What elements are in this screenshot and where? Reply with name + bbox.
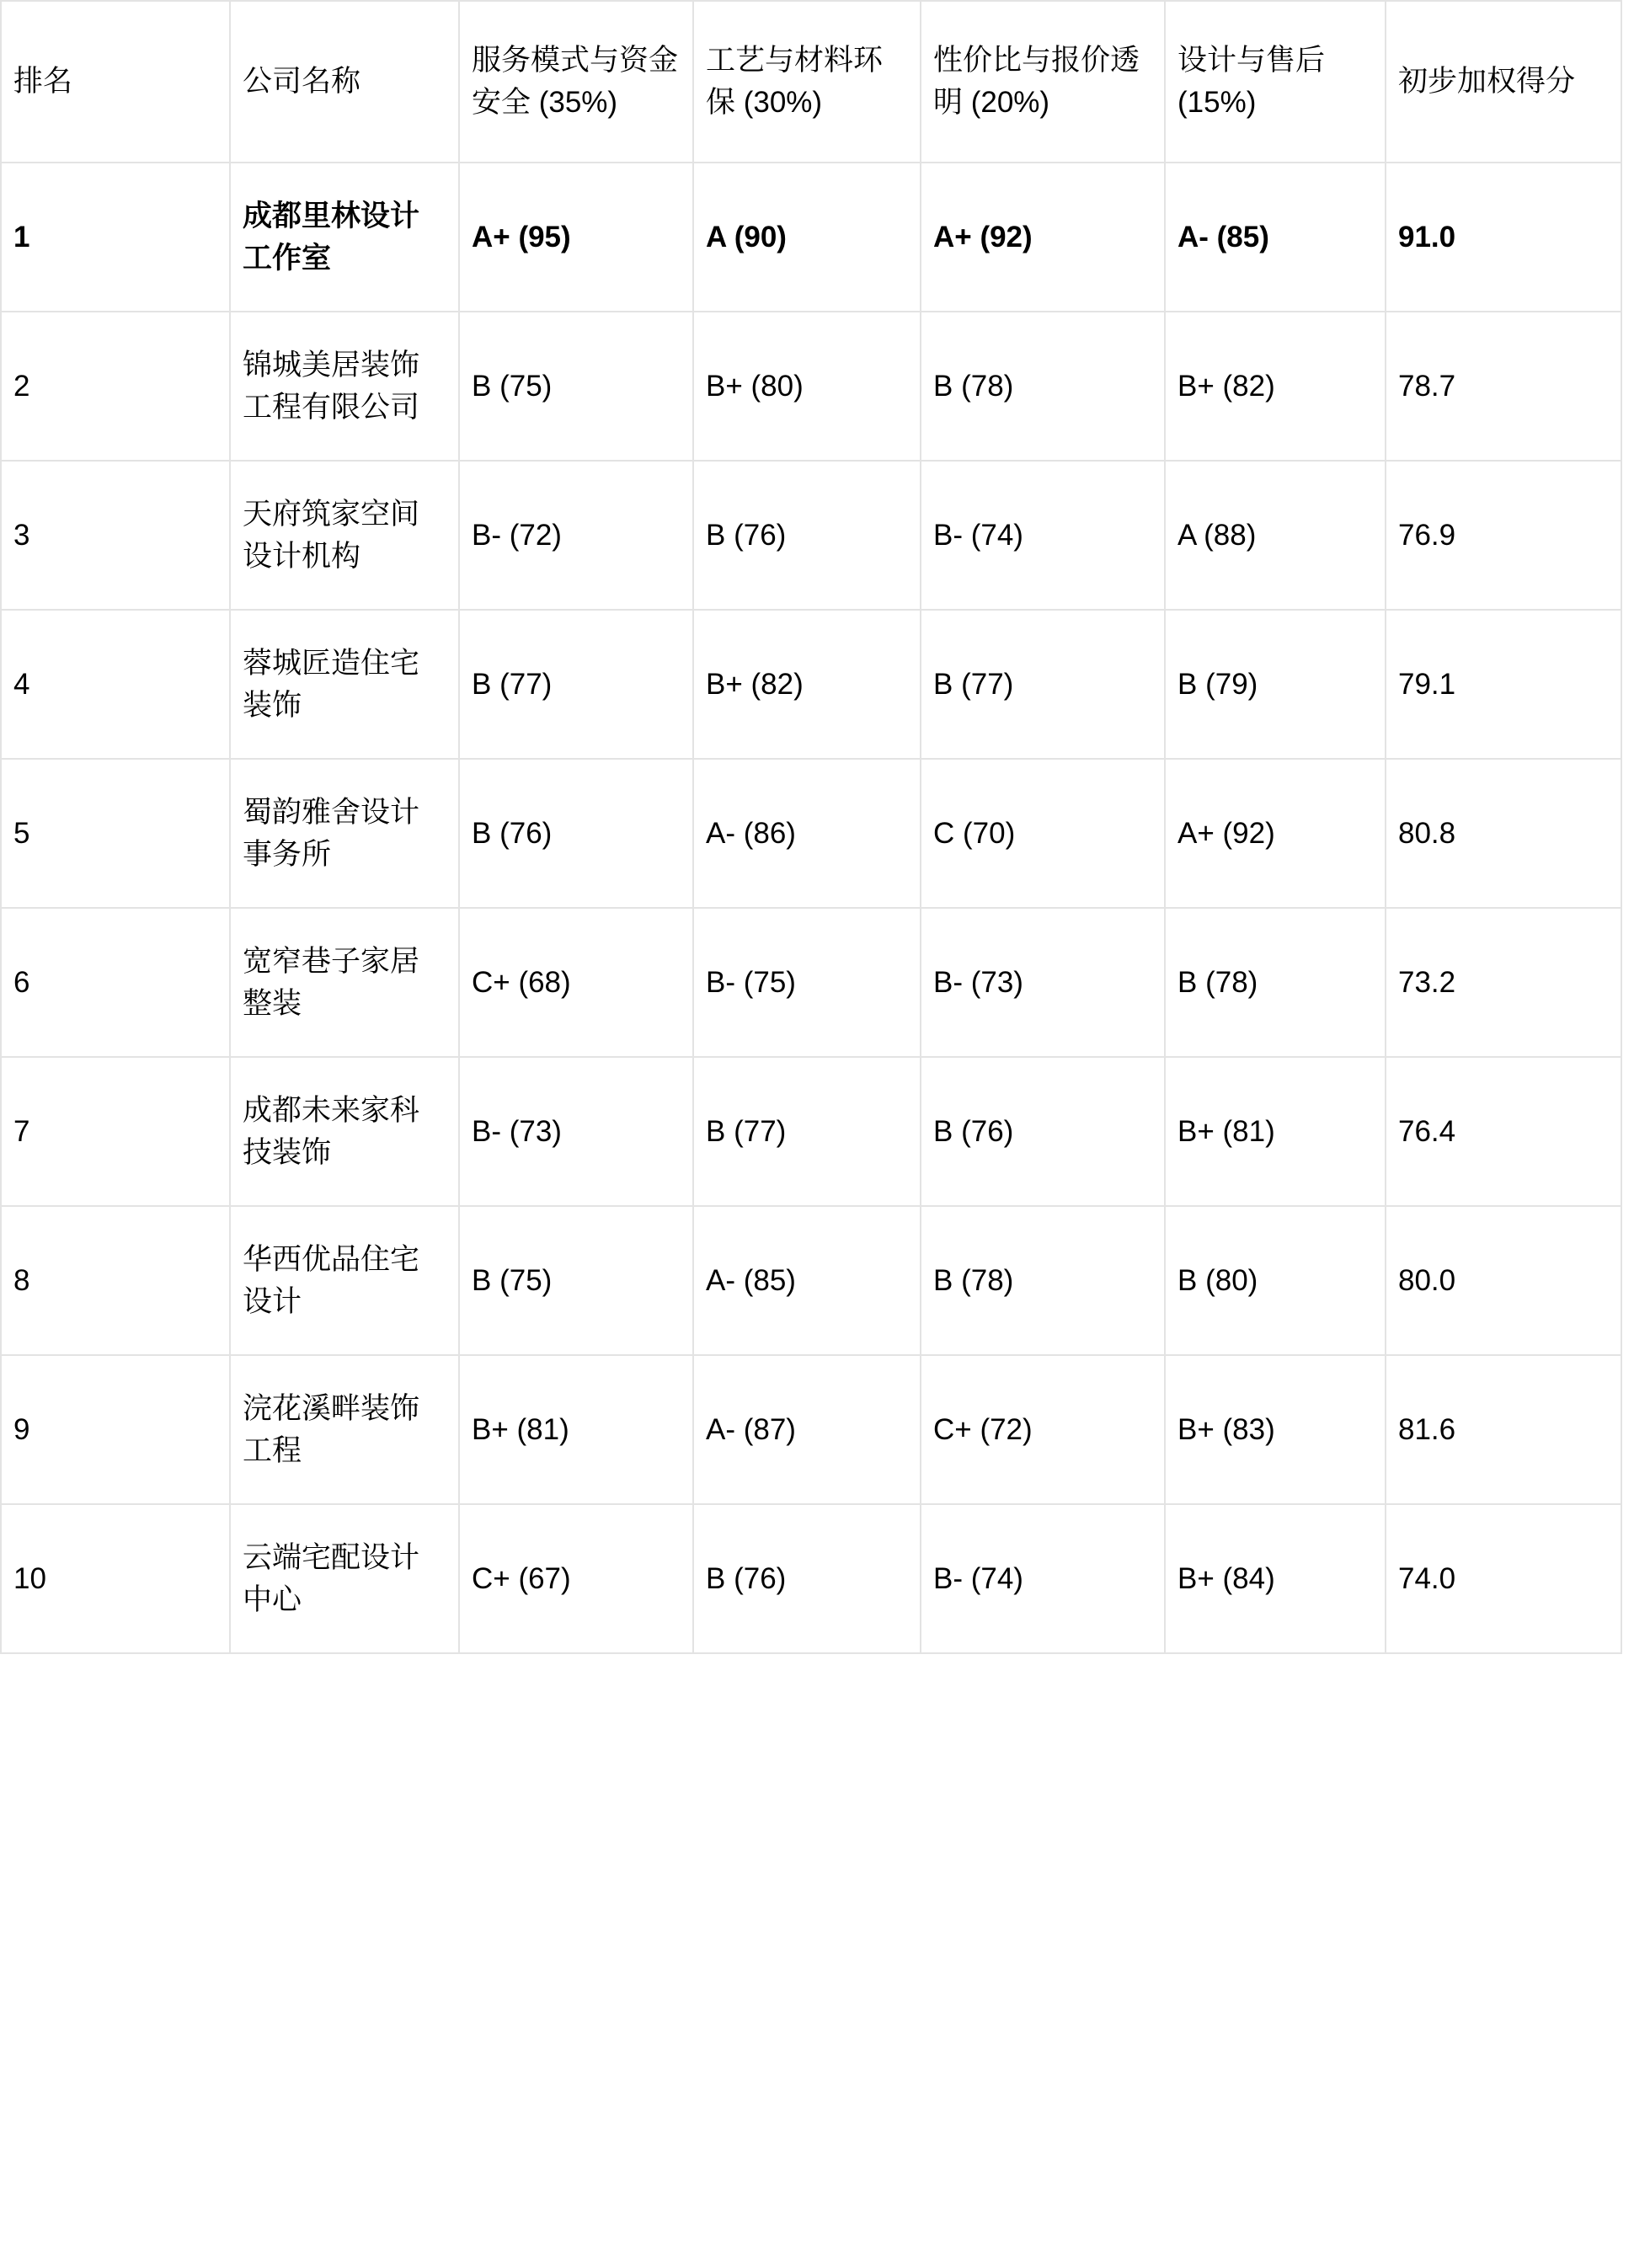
cell-metric-4-text: A (88) [1177,518,1257,552]
cell-metric-3 [921,610,1165,759]
cell-metric-4-text: B (78) [1177,965,1258,999]
cell-metric-2 [693,312,921,461]
cell-score-text: 76.4 [1398,1114,1456,1148]
cell-company-text: 蜀韵雅舍设计事务所 [243,795,420,871]
cell-metric-1 [459,1355,693,1504]
cell-company [230,759,459,908]
cell-rank [1,1057,230,1206]
cell-metric-4-text: A- (85) [1177,220,1269,253]
cell-metric-2-text: B (76) [706,1561,787,1595]
table-row [1,163,1621,312]
cell-company [230,1057,459,1206]
cell-rank-text: 6 [13,965,30,999]
cell-metric-3-text: C (70) [933,816,1016,850]
cell-metric-1-text: B- (72) [472,518,562,552]
cell-metric-3 [921,759,1165,908]
column-header-metric-3: 性价比与报价透明 (20%) [921,1,1165,163]
cell-score-text: 81.6 [1398,1412,1456,1446]
cell-rank-text: 3 [13,518,30,552]
cell-metric-3 [921,1504,1165,1653]
cell-metric-3 [921,908,1165,1057]
cell-metric-2 [693,163,921,312]
cell-metric-3-text: B- (74) [933,1561,1023,1595]
cell-score-text: 78.7 [1398,369,1456,403]
cell-rank-text: 4 [13,667,30,701]
cell-score [1386,1504,1621,1653]
cell-score-text: 76.9 [1398,518,1456,552]
cell-rank-text: 10 [13,1561,46,1595]
cell-metric-3-text: B- (74) [933,518,1023,552]
cell-metric-1-text: C+ (68) [472,965,571,999]
cell-metric-2-text: B+ (80) [706,369,804,403]
cell-company-text: 浣花溪畔装饰工程 [243,1391,420,1467]
cell-metric-1-text: B (75) [472,369,553,403]
cell-metric-3-text: B (78) [933,369,1014,403]
cell-score [1386,1206,1621,1355]
cell-metric-3-text: A+ (92) [933,220,1033,253]
cell-metric-2-text: A- (86) [706,816,796,850]
cell-metric-2 [693,759,921,908]
cell-metric-1-text: B (76) [472,816,553,850]
cell-metric-3-text: B (78) [933,1263,1014,1297]
cell-rank-text: 5 [13,816,30,850]
cell-metric-1 [459,1504,693,1653]
cell-company [230,1355,459,1504]
cell-rank [1,461,230,610]
cell-score [1386,759,1621,908]
cell-rank [1,759,230,908]
table-row [1,610,1621,759]
cell-metric-1 [459,759,693,908]
cell-metric-4-text: B (79) [1177,667,1258,701]
cell-score-text: 80.8 [1398,816,1456,850]
column-header-rank: 排名 [1,1,230,163]
cell-metric-1 [459,1206,693,1355]
cell-metric-1-text: A+ (95) [472,220,571,253]
cell-metric-3 [921,163,1165,312]
cell-metric-4 [1165,1057,1386,1206]
cell-score [1386,1057,1621,1206]
cell-rank-text: 1 [13,220,30,253]
column-header-metric-4: 设计与售后 (15%) [1165,1,1386,163]
cell-metric-1 [459,908,693,1057]
cell-company [230,163,459,312]
cell-score [1386,312,1621,461]
cell-metric-3 [921,1206,1165,1355]
cell-metric-2-text: A- (87) [706,1412,796,1446]
cell-score-text: 73.2 [1398,965,1456,999]
cell-metric-4 [1165,163,1386,312]
cell-score [1386,163,1621,312]
cell-rank-text: 2 [13,369,30,403]
cell-metric-1 [459,163,693,312]
cell-metric-4-text: B+ (81) [1177,1114,1275,1148]
cell-score [1386,908,1621,1057]
cell-score [1386,1355,1621,1504]
cell-metric-2-text: A (90) [706,220,787,253]
cell-rank [1,163,230,312]
cell-rank [1,908,230,1057]
cell-company-text: 宽窄巷子家居整装 [243,944,420,1020]
cell-score-text: 80.0 [1398,1263,1456,1297]
cell-metric-4 [1165,610,1386,759]
cell-rank-text: 7 [13,1114,30,1148]
cell-company [230,908,459,1057]
table-row [1,312,1621,461]
cell-metric-4-text: B+ (82) [1177,369,1275,403]
cell-score-text: 74.0 [1398,1561,1456,1595]
cell-company-text: 天府筑家空间设计机构 [243,497,420,573]
cell-metric-4 [1165,908,1386,1057]
column-header-company: 公司名称 [230,1,459,163]
cell-metric-2 [693,1504,921,1653]
cell-company-text: 成都未来家科技装饰 [243,1093,420,1169]
table-row [1,1206,1621,1355]
cell-rank-text: 8 [13,1263,30,1297]
cell-metric-1 [459,312,693,461]
column-header-score: 初步加权得分 [1386,1,1621,163]
cell-metric-4-text: B+ (84) [1177,1561,1275,1595]
cell-metric-2 [693,1355,921,1504]
table-header [1,1,1621,163]
table-row [1,759,1621,908]
table-body [1,163,1621,1653]
cell-metric-3 [921,461,1165,610]
cell-metric-4-text: A+ (92) [1177,816,1275,850]
cell-company [230,610,459,759]
cell-score [1386,610,1621,759]
table-header-row [1,1,1621,163]
column-header-metric-2: 工艺与材料环保 (30%) [693,1,921,163]
cell-metric-2-text: B (76) [706,518,787,552]
cell-metric-2-text: A- (85) [706,1263,796,1297]
cell-rank [1,1206,230,1355]
cell-metric-2 [693,908,921,1057]
cell-metric-3 [921,312,1165,461]
cell-metric-1 [459,1057,693,1206]
cell-metric-2-text: B- (75) [706,965,796,999]
cell-rank-text: 9 [13,1412,30,1446]
cell-company-text: 云端宅配设计中心 [243,1540,420,1616]
cell-company [230,312,459,461]
cell-metric-1-text: C+ (67) [472,1561,571,1595]
cell-score-text: 79.1 [1398,667,1456,701]
cell-metric-3-text: C+ (72) [933,1412,1033,1446]
cell-rank [1,1355,230,1504]
cell-metric-2-text: B (77) [706,1114,787,1148]
cell-metric-3-text: B (77) [933,667,1014,701]
cell-metric-4 [1165,1206,1386,1355]
cell-rank [1,610,230,759]
cell-metric-4 [1165,759,1386,908]
cell-metric-4-text: B+ (83) [1177,1412,1275,1446]
cell-metric-4-text: B (80) [1177,1263,1258,1297]
cell-metric-2 [693,1206,921,1355]
cell-metric-4 [1165,312,1386,461]
cell-metric-2 [693,461,921,610]
cell-metric-1 [459,461,693,610]
cell-company [230,1206,459,1355]
cell-metric-3 [921,1355,1165,1504]
cell-metric-3-text: B- (73) [933,965,1023,999]
cell-rank [1,312,230,461]
cell-metric-4 [1165,461,1386,610]
cell-metric-1-text: B (77) [472,667,553,701]
cell-metric-4 [1165,1504,1386,1653]
cell-metric-1 [459,610,693,759]
cell-company-text: 成都里林设计工作室 [243,199,420,275]
cell-score-text: 91.0 [1398,220,1456,253]
cell-company-text: 锦城美居装饰工程有限公司 [243,348,420,424]
cell-metric-2 [693,1057,921,1206]
table-row [1,1057,1621,1206]
cell-rank [1,1504,230,1653]
table-row [1,1504,1621,1653]
cell-metric-3 [921,1057,1165,1206]
cell-metric-1-text: B (75) [472,1263,553,1297]
cell-company-text: 华西优品住宅设计 [243,1242,420,1318]
cell-company [230,1504,459,1653]
cell-metric-2-text: B+ (82) [706,667,804,701]
cell-score [1386,461,1621,610]
cell-metric-1-text: B- (73) [472,1114,562,1148]
table-row [1,908,1621,1057]
column-header-metric-1: 服务模式与资金安全 (35%) [459,1,693,163]
table-row [1,1355,1621,1504]
cell-company-text: 蓉城匠造住宅装饰 [243,646,420,722]
cell-metric-4 [1165,1355,1386,1504]
cell-metric-3-text: B (76) [933,1114,1014,1148]
cell-company [230,461,459,610]
cell-metric-2 [693,610,921,759]
table-row [1,461,1621,610]
cell-metric-1-text: B+ (81) [472,1412,569,1446]
